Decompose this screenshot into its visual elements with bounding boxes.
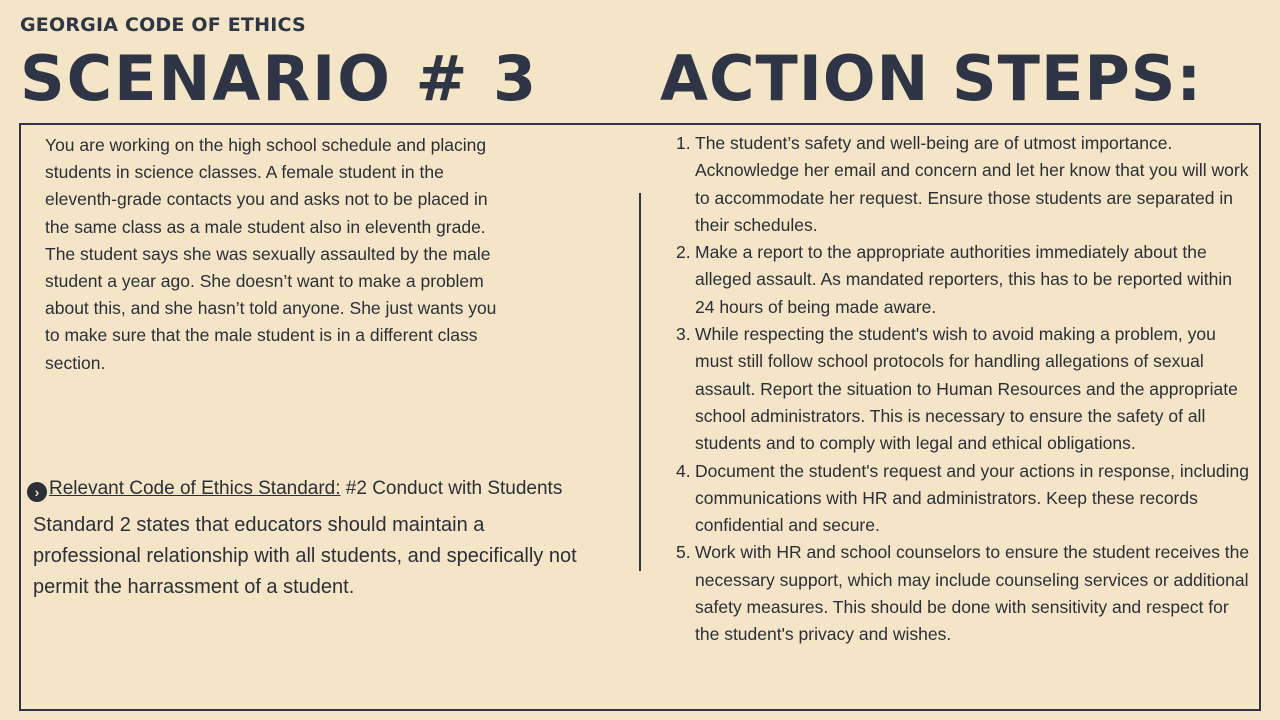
standard-description: Standard 2 states that educators should maintain a professional relationship with all students, and specifically not permit the harrassment of a student. xyxy=(33,514,577,598)
step-text: Document the student's request and your actions in response, including communications with HR and administrators. Keep these records confidential and secure. xyxy=(695,460,1249,536)
step-number: 1. xyxy=(676,133,691,153)
step-text: While respecting the student's wish to avoid making a problem, you must still follow school protocols for handling allegations of sexual assault. Report the situation to Human Resources and the appropriate school administrators. This is necessary to ensure the safety of all students and to comply with legal and ethical obligations. xyxy=(695,324,1238,454)
action-steps-title: ACTION STEPS: xyxy=(660,42,1203,115)
step-number: 4. xyxy=(676,460,691,481)
step-number: 3. xyxy=(676,324,691,345)
list-item xyxy=(676,539,1256,648)
standard-value: #2 Conduct with Students xyxy=(340,478,563,499)
step-text: Make a report to the appropriate authorities immediately about the alleged assault. As mandated reporters, this has to be reported within 24 hours of being made aware. xyxy=(695,242,1232,317)
column-divider xyxy=(639,193,641,571)
step-text: The student’s safety and well-being are of utmost importance. Acknowledge her email and concern and let her know that you will work to accommodate her request. Ensure those students are separated in their schedules. xyxy=(695,133,1249,235)
standard-heading xyxy=(27,476,562,502)
chevron-right-icon: › xyxy=(27,482,47,502)
scenario-description: You are working on the high school schedule and placing students in science classes. A female student in the eleventh-grade contacts you and asks not to be placed in the same class as a male student also in eleventh grade. The student says she was sexually assaulted by the male student a year ago. She doesn’t want to make a problem about this, and she hasn’t told anyone. She just wants you to make sure that the male student is in a different class section. xyxy=(45,135,497,373)
step-number: 2. xyxy=(676,242,691,263)
list-item xyxy=(676,130,1256,239)
scenario-title: SCENARIO # 3 xyxy=(20,42,539,115)
step-text: Work with HR and school counselors to ensure the student receives the necessary support, which may include counseling services or additional safety measures. This should be done with sensitivity and respect for the student's privacy and wishes. xyxy=(695,542,1250,645)
step-number: 5. xyxy=(676,542,691,563)
standard-label: Relevant Code of Ethics Standard: xyxy=(49,478,341,499)
list-item xyxy=(676,239,1256,321)
list-item xyxy=(676,321,1256,457)
list-item xyxy=(676,458,1256,540)
action-steps-list xyxy=(676,130,1256,649)
eyebrow-title: GEORGIA CODE OF ETHICS xyxy=(20,14,306,36)
